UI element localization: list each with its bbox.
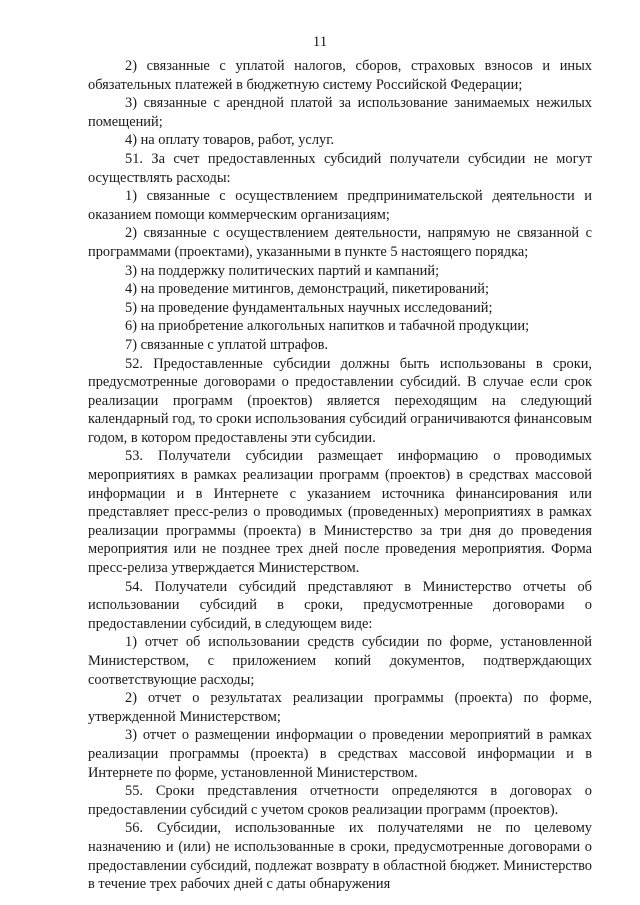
paragraph: 3) на поддержку политических партий и кампаний; — [125, 262, 440, 279]
paragraph: 7) связанные с уплатой штрафов. — [125, 336, 329, 353]
paragraph: 2) отчет о результатах реализации программы (проекта) по форме, утвержденной Министерством; — [88, 690, 592, 725]
paragraph: 53. Получатели субсидии размещает информацию о проводимых мероприятиях в рамках реализации программ (проектов) в средствах массовой информации и в Интернете с указанием источника финансирования или представляет пресс-релиз о проводимых (проведенных) мероприятиях в рамках реализации программы (проекта) в Министерство за три дня до проведения мероприятия или не позднее трех дней после проведения мероприятия. Форма пресс-релиза утверждается Министерством. — [88, 448, 592, 577]
paragraph: 55. Сроки представления отчетности определяются в договорах о предоставлении субсидий с учетом сроков реализации программ (проектов). — [88, 783, 592, 818]
paragraph: 56. Субсидии, использованные их получателями не по целевому назначению и (или) не использованные в сроки, предусмотренные договорами о предоставлении субсидий, подлежат возврату в областной бюджет. Министерство в течение трех рабочих дней с даты обнаружения — [88, 820, 592, 893]
paragraph: 54. Получатели субсидий представляют в Министерство отчеты об использовании субсидий в сроки, предусмотренные договорами о предоставлении субсидий, в следующем виде: — [88, 578, 592, 632]
paragraph: 51. За счет предоставленных субсидий получатели субсидии не могут осуществлять расходы: — [88, 150, 592, 186]
paragraph: 5) на проведение фундаментальных научных исследований; — [125, 299, 493, 316]
paragraph: 3) отчет о размещении информации о проведении мероприятий в рамках реализации программы (проекта) в средствах массовой информации и в Интернете по форме, установленной Министерством. — [88, 727, 592, 781]
paragraph: 2) связанные с осуществлением деятельности, напрямую не связанной с программами (проектами), указанными в пункте 5 настоящего порядка; — [88, 225, 592, 260]
paragraph: 3) связанные с арендной платой за использование занимаемых нежилых помещений; — [88, 95, 592, 130]
page-number: 11 — [312, 34, 328, 50]
paragraph: 52. Предоставленные субсидии должны быть использованы в сроки, предусмотренные договорами о предоставлении субсидий. В случае если срок реализации программ (проектов) является переходящим на следующий календарный год, то сроки использования субсидий ограничиваются финансовым годом, в котором предоставлены эти субсидии. — [88, 355, 592, 446]
document-body — [88, 57, 592, 894]
paragraph: 4) на оплату товаров, работ, услуг. — [125, 132, 335, 149]
paragraph: 2) связанные с уплатой налогов, сборов, страховых взносов и иных обязательных платежей в бюджетную систему Российской Федерации; — [88, 58, 592, 93]
paragraph: 6) на приобретение алкогольных напитков и табачной продукции; — [125, 318, 530, 335]
paragraph: 4) на проведение митингов, демонстраций, пикетирований; — [125, 281, 489, 298]
paragraph: 1) связанные с осуществлением предпринимательской деятельности и оказанием помощи коммерческим организациям; — [88, 188, 592, 223]
paragraph: 1) отчет об использовании средств субсидии по форме, установленной Министерством, с приложением копий документов, подтверждающих соответствующие расходы; — [88, 634, 592, 688]
